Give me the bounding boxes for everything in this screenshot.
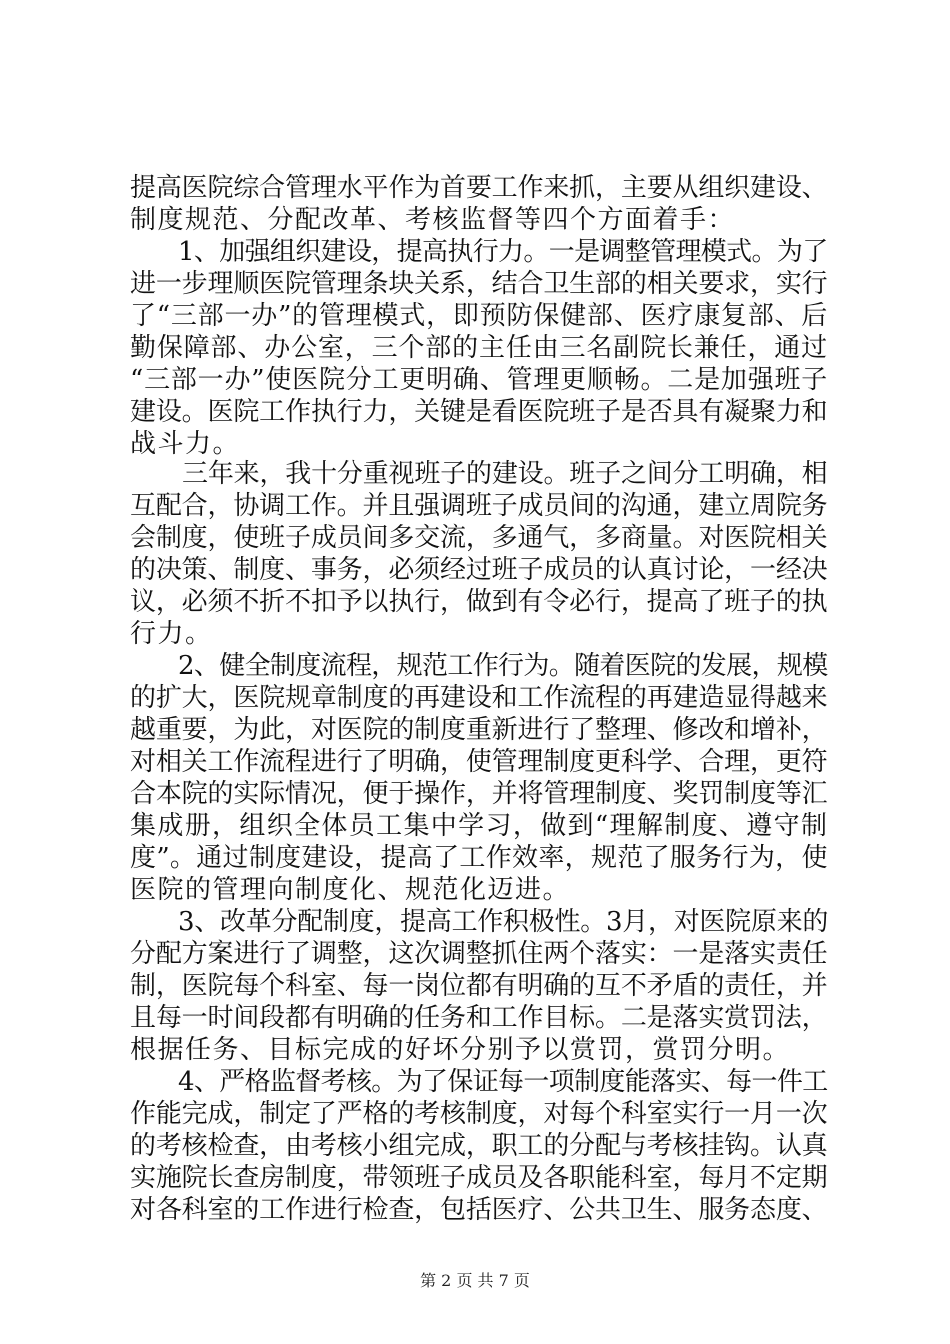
text-line: 议，必须不折不扣予以执行，做到有令必行，提高了班子的执 (130, 587, 828, 617)
text-line: 制，医院每个科室、每一岗位都有明确的互不矛盾的责任，并 (130, 971, 828, 1001)
text-line: 了“三部一办”的管理模式，即预防保健部、医疗康复部、后 (130, 301, 829, 331)
text-line: 进一步理顺医院管理条块关系，结合卫生部的相关要求，实行 (130, 269, 828, 299)
text-line: 制度规范、分配改革、考核监督等四个方面着手： (130, 205, 736, 235)
text-line: 建设。医院工作执行力，关键是看医院班子是否具有凝聚力和 (130, 397, 828, 427)
text-line: 对各科室的工作进行检查，包括医疗、公共卫生、服务态度、 (130, 1195, 828, 1225)
text-line: 合本院的实际情况，便于操作，并将管理制度、奖罚制度等汇 (130, 779, 828, 809)
text-line: 的考核检查，由考核小组完成，职工的分配与考核挂钩。认真 (130, 1131, 828, 1161)
text-line: 分配方案进行了调整，这次调整抓住两个落实：一是落实责任 (130, 939, 828, 969)
text-line: 勤保障部、办公室，三个部的主任由三名副院长兼任，通过 (130, 333, 829, 363)
text-line: 作能完成，制定了严格的考核制度，对每个科室实行一月一次 (130, 1099, 828, 1129)
text-line: 会制度，使班子成员间多交流，多通气，多商量。对医院相关 (130, 523, 828, 553)
text-line: 实施院长查房制度，带领班子成员及各职能科室，每月不定期 (130, 1163, 828, 1193)
text-line: 行力。 (130, 619, 213, 649)
text-line: 提高医院综合管理水平作为首要工作来抓，主要从组织建设、 (130, 173, 828, 203)
text-line: “三部一办”使医院分工更明确、管理更顺畅。二是加强班子 (130, 365, 829, 395)
text-line: 度”。通过制度建设，提高了工作效率，规范了服务行为，使 (130, 843, 828, 873)
text-line: 越重要，为此，对医院的制度重新进行了整理、修改和增补， (130, 715, 828, 745)
text-line: 根据任务、目标完成的好坏分别予以赏罚，赏罚分明。 (130, 1035, 791, 1065)
paragraph-heading-4: 4、严格监督考核。为了保证每一项制度能落实、每一件工 (178, 1067, 828, 1097)
page-number-footer: 第 2 页 共 7 页 (420, 1271, 530, 1290)
paragraph-heading-1: 1、加强组织建设，提高执行力。一是调整管理模式。为了 (178, 237, 828, 267)
paragraph-heading-3: 3、改革分配制度，提高工作积极性。3月，对医院原来的 (178, 907, 829, 937)
text-line: 的决策、制度、事务，必须经过班子成员的认真讨论，一经决 (130, 555, 828, 585)
paragraph-heading-2: 2、健全制度流程，规范工作行为。随着医院的发展，规模 (178, 651, 828, 681)
paragraph-start: 三年来，我十分重视班子的建设。班子之间分工明确，相 (182, 459, 828, 489)
text-line: 集成册，组织全体员工集中学习，做到“理解制度、遵守制 (130, 811, 829, 841)
text-line: 战斗力。 (130, 429, 241, 459)
text-line: 互配合，协调工作。并且强调班子成员间的沟通，建立周院务 (130, 491, 828, 521)
text-line: 医院的管理向制度化、规范化迈进。 (130, 875, 571, 905)
text-line: 的扩大，医院规章制度的再建设和工作流程的再建造显得越来 (130, 683, 828, 713)
text-line: 对相关工作流程进行了明确，使管理制度更科学、合理，更符 (130, 747, 828, 777)
text-line: 且每一时间段都有明确的任务和工作目标。二是落实赏罚法， (130, 1003, 828, 1033)
